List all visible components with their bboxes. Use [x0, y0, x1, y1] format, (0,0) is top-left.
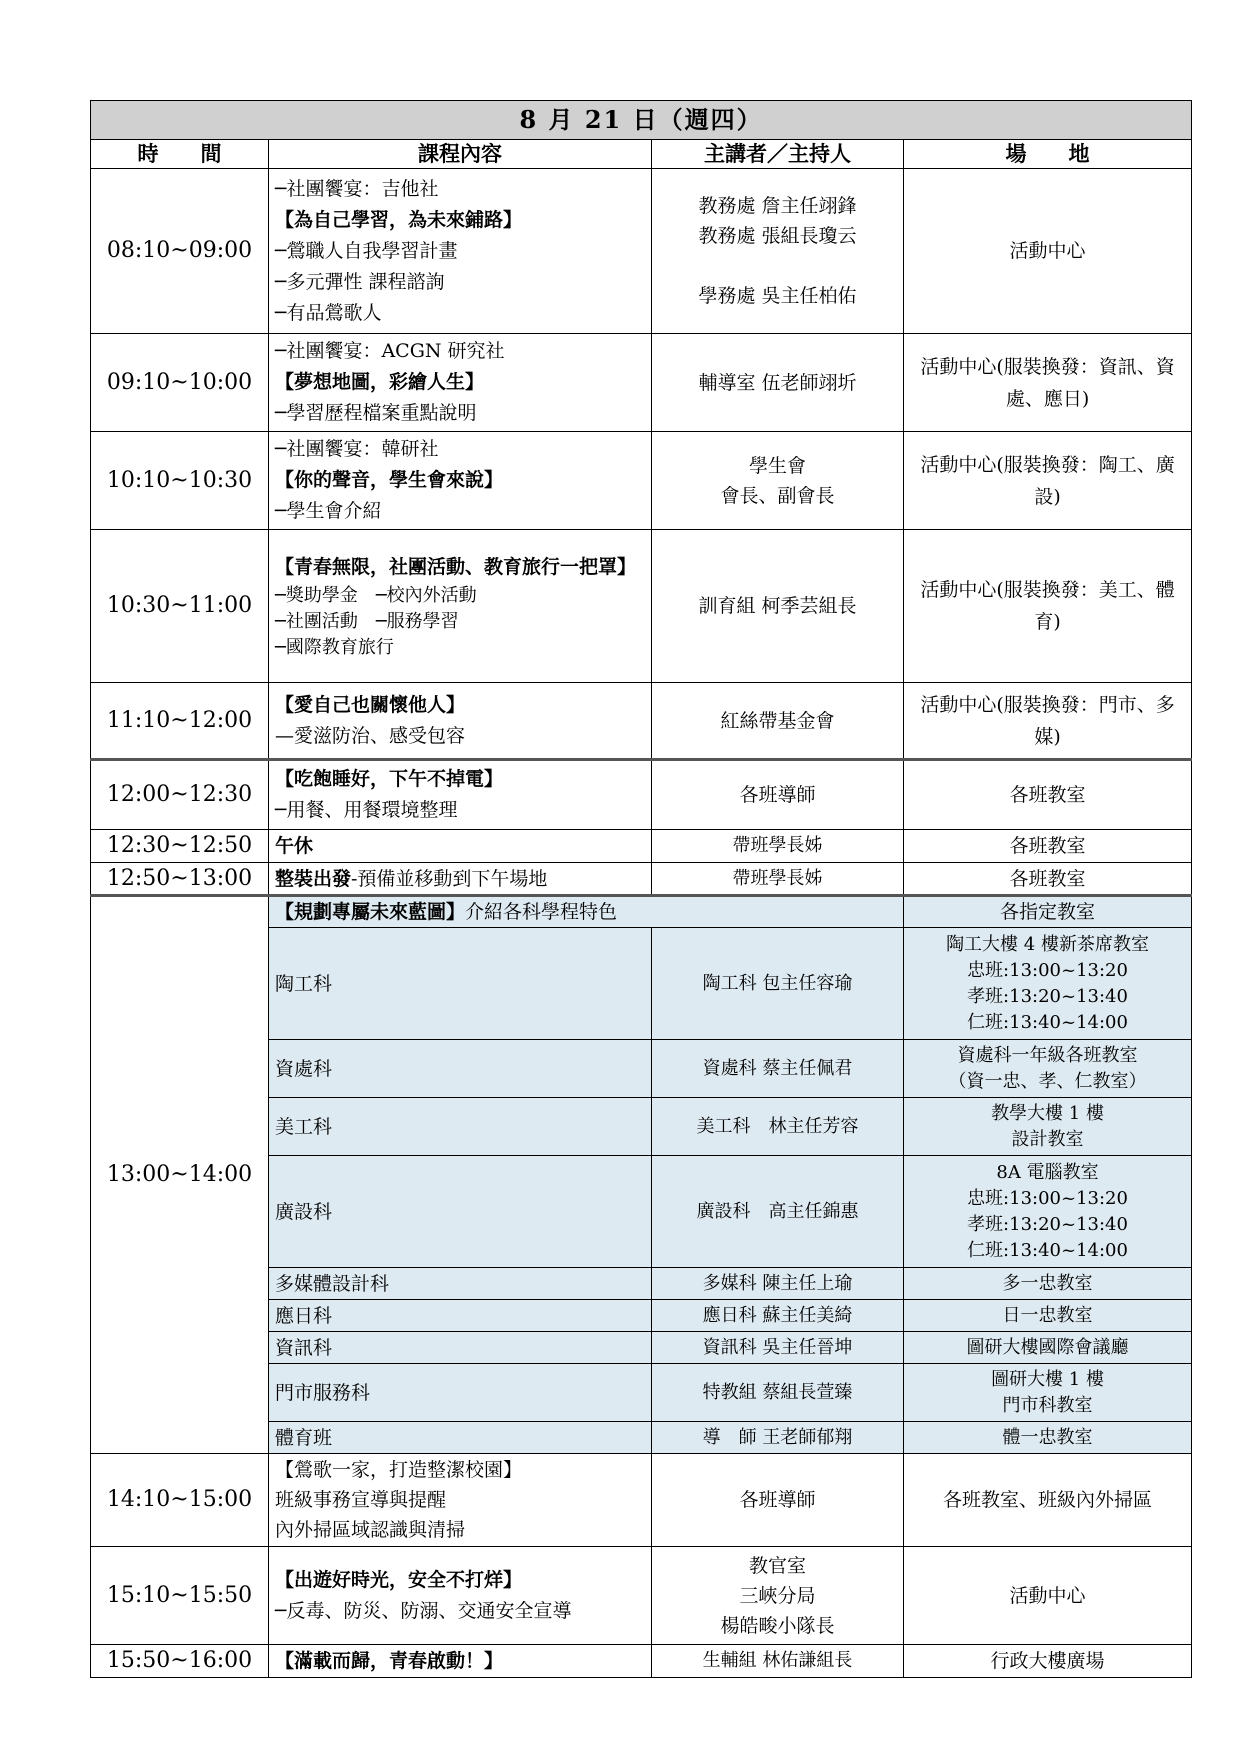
session-title: 【你的聲音，學生會來說】 — [275, 469, 504, 491]
content-line: 班級事務宣導與提醒 — [275, 1489, 447, 1511]
speaker-cell: 生輔組 林佑謙組長 — [652, 1645, 904, 1678]
speaker-line: 教務處 張組長瓊云 — [698, 225, 857, 247]
venue-line: 仁班:13:40~14:00 — [967, 1239, 1128, 1261]
dept-venue: 圖研大樓國際會議廳 — [904, 1332, 1192, 1364]
content-cell — [269, 1547, 652, 1645]
session-title: 【滿載而歸，青春啟動！】 — [269, 1645, 652, 1678]
dept-name: 資處科 — [269, 1040, 652, 1098]
speaker-cell — [652, 1547, 904, 1645]
time-cell: 15:10~15:50 — [91, 1547, 269, 1645]
content-line: ─社團饗宴：吉他社 — [275, 177, 439, 200]
dept-venue — [904, 928, 1192, 1040]
dept-venue — [904, 1098, 1192, 1156]
schedule-row — [91, 432, 1192, 530]
content-cell — [269, 760, 652, 830]
speaker-cell: 訓育組 柯季芸組長 — [652, 530, 904, 683]
venue-line: 忠班:13:00~13:20 — [967, 1187, 1128, 1209]
content-line: ─獎助學金 ─校內外活動 — [275, 584, 477, 606]
schedule-row — [91, 530, 1192, 683]
dept-name: 廣設科 — [269, 1156, 652, 1268]
header-venue: 場 地 — [904, 140, 1192, 169]
content-line: ─用餐、用餐環境整理 — [275, 799, 458, 821]
dept-name: 美工科 — [269, 1098, 652, 1156]
header-content: 課程內容 — [269, 140, 652, 169]
dept-name: 資訊科 — [269, 1332, 652, 1364]
dept-name: 體育班 — [269, 1422, 652, 1454]
time-cell: 08:10~09:00 — [91, 169, 269, 334]
speaker-line: 學生會 — [748, 454, 806, 477]
dept-venue: 日一忠教室 — [904, 1300, 1192, 1332]
content-cell — [269, 334, 652, 432]
venue-line: （資一忠、孝、仁教室） — [948, 1070, 1147, 1092]
schedule-row — [91, 1547, 1192, 1645]
session-title: 【夢想地圖，彩繪人生】 — [275, 371, 485, 393]
schedule-row — [91, 169, 1192, 334]
time-cell: 09:10~10:00 — [91, 334, 269, 432]
content-cell — [269, 530, 652, 683]
content-line: ─社團饗宴：韓研社 — [275, 438, 439, 460]
content-rest: -預備並移動到下午場地 — [351, 867, 548, 890]
dept-speaker: 美工科 林主任芳容 — [652, 1098, 904, 1156]
venue-cell: 活動中心 — [904, 1547, 1192, 1645]
venue-cell: 活動中心(服裝換發：陶工、廣設) — [904, 432, 1192, 530]
schedule-row — [91, 1454, 1192, 1547]
speaker-line: 教務處 詹主任翊鋒 — [698, 195, 857, 217]
content-rest: 介紹各科學程特色 — [465, 901, 618, 923]
header-time: 時 間 — [91, 140, 269, 169]
venue-line: 門市科教室 — [1002, 1394, 1093, 1416]
speaker-line: 教官室 — [748, 1554, 806, 1577]
content-line: ─社團活動 ─服務學習 — [275, 610, 459, 632]
dept-speaker: 資處科 蔡主任佩君 — [652, 1040, 904, 1098]
dept-speaker: 資訊科 吳主任晉坤 — [652, 1332, 904, 1364]
dept-speaker: 廣設科 高主任錦惠 — [652, 1156, 904, 1268]
venue-cell: 活動中心(服裝換發：資訊、資處、應日) — [904, 334, 1192, 432]
content-line: ─學生會介紹 — [275, 500, 382, 522]
schedule-row — [91, 683, 1192, 760]
content-cell — [269, 169, 652, 334]
content-line: ─鶯職人自我學習計畫 — [275, 239, 458, 262]
session-title: 午休 — [275, 835, 314, 857]
content-line: ─國際教育旅行 — [275, 636, 394, 658]
session-title: 【愛自己也關懷他人】 — [275, 693, 466, 716]
schedule-row — [91, 863, 1192, 896]
venue-cell: 各班教室、班級內外掃區 — [904, 1454, 1192, 1547]
speaker-spacer — [658, 251, 897, 281]
speaker-line: 會長、副會長 — [720, 484, 835, 507]
speaker-cell: 帶班學長姊 — [652, 863, 904, 896]
venue-line: 孝班:13:20~13:40 — [967, 1213, 1128, 1235]
schedule-row — [91, 760, 1192, 830]
session-title: 【青春無限，社團活動、教育旅行一把罩】 — [275, 555, 637, 578]
speaker-cell: 各班導師 — [652, 760, 904, 830]
time-cell: 14:10~15:00 — [91, 1454, 269, 1547]
venue-line: 忠班:13:00~13:20 — [967, 959, 1128, 981]
content-line: ─社團饗宴：ACGN 研究社 — [275, 340, 505, 362]
venue-line: 8A 電腦教室 — [996, 1161, 1099, 1183]
speaker-cell: 各班導師 — [652, 1454, 904, 1547]
dept-speaker: 多媒科 陳主任上瑜 — [652, 1268, 904, 1300]
venue-cell: 各指定教室 — [904, 896, 1192, 928]
time-cell: 13:00~14:00 — [91, 896, 269, 1454]
speaker-line: 學務處 吳主任柏佑 — [698, 285, 857, 307]
schedule-row — [91, 1645, 1192, 1678]
dept-venue — [904, 1040, 1192, 1098]
schedule-row — [91, 830, 1192, 863]
dept-speaker: 應日科 蘇主任美綺 — [652, 1300, 904, 1332]
content-line: ─有品鶯歌人 — [275, 301, 382, 324]
time-cell: 10:30~11:00 — [91, 530, 269, 683]
session-title: 【吃飽睡好，下午不掉電】 — [275, 768, 504, 790]
speaker-cell — [652, 432, 904, 530]
header-speaker: 主講者／主持人 — [652, 140, 904, 169]
content-cell — [269, 683, 652, 760]
session-title: 【出遊好時光，安全不打烊】 — [275, 1568, 523, 1591]
time-cell: 11:10~12:00 — [91, 683, 269, 760]
venue-cell: 行政大樓廣場 — [904, 1645, 1192, 1678]
schedule-row — [91, 334, 1192, 432]
dept-venue — [904, 1156, 1192, 1268]
date-title: 8 月 21 日（週四） — [91, 101, 1192, 140]
content-cell — [269, 830, 652, 863]
venue-cell: 活動中心 — [904, 169, 1192, 334]
afternoon-heading — [269, 896, 904, 928]
venue-cell: 各班教室 — [904, 760, 1192, 830]
content-line: 內外掃區域認識與清掃 — [275, 1519, 466, 1541]
dept-venue: 多一忠教室 — [904, 1268, 1192, 1300]
venue-cell: 各班教室 — [904, 863, 1192, 896]
afternoon-heading-row — [91, 896, 1192, 928]
session-title: 整裝出發 — [275, 867, 352, 890]
dept-name: 門市服務科 — [269, 1364, 652, 1422]
venue-cell: 活動中心(服裝換發：美工、體育) — [904, 530, 1192, 683]
venue-line: 教學大樓 1 樓 — [991, 1102, 1104, 1124]
speaker-cell: 輔導室 伍老師翊圻 — [652, 334, 904, 432]
speaker-cell: 紅絲帶基金會 — [652, 683, 904, 760]
venue-line: 孝班:13:20~13:40 — [967, 985, 1128, 1007]
dept-speaker: 陶工科 包主任容瑜 — [652, 928, 904, 1040]
session-title: 【為自己學習，為未來鋪路】 — [275, 208, 523, 231]
venue-line: 仁班:13:40~14:00 — [967, 1011, 1128, 1033]
content-line: ─反毒、防災、防溺、交通安全宣導 — [275, 1599, 572, 1622]
time-cell: 12:50~13:00 — [91, 863, 269, 896]
time-cell: 12:00~12:30 — [91, 760, 269, 830]
time-cell: 12:30~12:50 — [91, 830, 269, 863]
venue-cell: 各班教室 — [904, 830, 1192, 863]
content-cell — [269, 1454, 652, 1547]
dept-name: 多媒體設計科 — [269, 1268, 652, 1300]
speaker-line: 三峽分局 — [739, 1584, 816, 1607]
dept-speaker: 導 師 王老師郁翔 — [652, 1422, 904, 1454]
session-title: 【鶯歌一家，打造整潔校園】 — [275, 1459, 523, 1481]
speaker-cell — [652, 169, 904, 334]
dept-venue: 體一忠教室 — [904, 1422, 1192, 1454]
dept-name: 應日科 — [269, 1300, 652, 1332]
dept-speaker: 特教組 蔡組長萱臻 — [652, 1364, 904, 1422]
content-line: ─學習歷程檔案重點說明 — [275, 402, 477, 424]
schedule-table — [90, 100, 1192, 1678]
dept-venue — [904, 1364, 1192, 1422]
time-cell: 10:10~10:30 — [91, 432, 269, 530]
venue-line: 設計教室 — [1011, 1128, 1084, 1150]
content-line: ─多元彈性 課程諮詢 — [275, 270, 445, 293]
venue-cell: 活動中心(服裝換發：門市、多媒) — [904, 683, 1192, 760]
speaker-cell: 帶班學長姊 — [652, 830, 904, 863]
content-cell — [269, 863, 652, 896]
content-line: —愛滋防治、感受包容 — [275, 724, 466, 747]
session-title: 【規劃專屬未來藍圖】 — [275, 901, 466, 923]
venue-line: 資處科一年級各班教室 — [957, 1044, 1138, 1066]
dept-name: 陶工科 — [269, 928, 652, 1040]
speaker-line: 楊皓畯小隊長 — [720, 1614, 835, 1637]
time-cell: 15:50~16:00 — [91, 1645, 269, 1678]
venue-line: 陶工大樓 4 樓新茶席教室 — [946, 933, 1149, 955]
venue-line: 圖研大樓 1 樓 — [991, 1368, 1104, 1390]
content-cell — [269, 432, 652, 530]
